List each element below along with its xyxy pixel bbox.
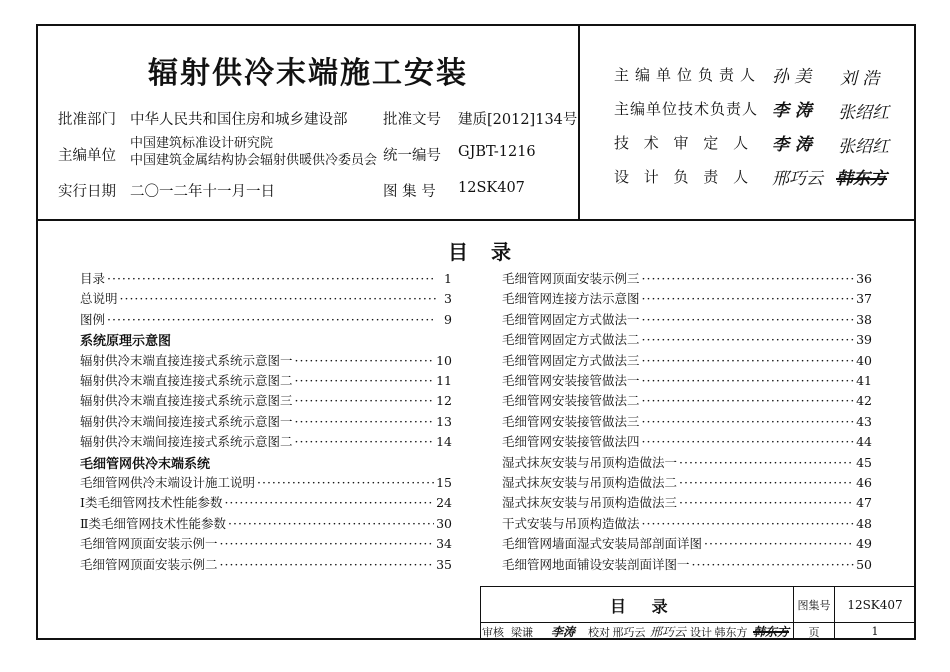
toc-entry-page: 3 xyxy=(444,291,452,307)
toc-leader-dots xyxy=(220,536,435,551)
toc-entry-page: 40 xyxy=(856,352,872,368)
approval-dept: 中华人民共和国住房和城乡建设部 xyxy=(130,112,348,128)
toc-entry-label: 辐射供冷末端直接连接式系统示意图一 xyxy=(80,352,293,368)
toc-entry-page: 47 xyxy=(856,495,872,511)
editor-unit-2: 中国建筑金属结构协会辐射供暖供冷委员会 xyxy=(130,153,378,168)
toc-entry-label: 毛细管网安装接管做法三 xyxy=(502,413,640,429)
toc-entry[interactable] xyxy=(502,493,872,513)
signature-chief-2: 刘 浩 xyxy=(840,69,880,89)
editor-unit-1: 中国建筑标准设计研究院 xyxy=(130,136,274,151)
toc-leader-dots xyxy=(642,414,855,429)
toc-leader-dots xyxy=(679,475,854,490)
toc-entry[interactable] xyxy=(502,391,872,411)
signature-tech-1: 李 涛 xyxy=(772,101,812,121)
approval-doc-label: 批准文号 xyxy=(383,112,441,128)
toc-leader-dots xyxy=(295,393,435,408)
toc-entry[interactable] xyxy=(80,269,452,289)
titleblock-design-label: 设计 xyxy=(690,625,712,639)
toc-entry-page: 50 xyxy=(856,556,872,572)
titleblock-atlas-label: 图集号 xyxy=(797,598,831,612)
toc-entry[interactable] xyxy=(80,412,452,432)
toc-leader-dots xyxy=(107,312,436,327)
toc-section-heading: 系统原理示意图 xyxy=(80,334,172,350)
toc-entry-page: 34 xyxy=(436,536,452,552)
role-tech-review: 技 术 审 定 人 xyxy=(614,134,754,152)
titleblock-check-label: 校对 xyxy=(588,625,610,639)
toc-leader-dots xyxy=(642,332,855,347)
toc-entry-label: 总说明 xyxy=(80,291,118,307)
toc-leader-dots xyxy=(704,536,854,551)
toc-entry-page: 37 xyxy=(856,291,872,307)
toc-entry[interactable] xyxy=(502,289,872,309)
toc-entry-page: 39 xyxy=(856,332,872,348)
toc-leader-dots xyxy=(692,557,855,572)
toc-leader-dots xyxy=(679,455,854,470)
toc-entry[interactable] xyxy=(80,514,452,534)
atlas-no-label: 图 集 号 xyxy=(383,184,436,200)
toc-entry-label: 毛细管网固定方式做法一 xyxy=(502,311,640,327)
toc-entry[interactable] xyxy=(502,371,872,391)
toc-entry-page: 36 xyxy=(856,271,872,286)
toc-leader-dots xyxy=(642,291,855,306)
role-chief-unit: 主编单位负责人 xyxy=(614,66,762,84)
toc-leader-dots xyxy=(224,495,434,510)
toc-entry[interactable] xyxy=(80,391,452,411)
toc-entry-label: Ⅰ类毛细管网技术性能参数 xyxy=(80,495,223,511)
toc-entry[interactable] xyxy=(80,432,452,452)
toc-leader-dots xyxy=(642,434,855,449)
toc-entry[interactable] xyxy=(502,432,872,452)
toc-entry-label: 目录 xyxy=(80,271,106,286)
toc-entry-page: 35 xyxy=(436,556,452,572)
titleblock-check-signature: 邢巧云 xyxy=(649,625,686,639)
toc-leader-dots xyxy=(295,373,435,388)
toc-entry-page: 42 xyxy=(856,393,872,409)
toc-entry[interactable] xyxy=(80,371,452,391)
toc-entry-label: 毛细管网顶面安装示例二 xyxy=(80,556,218,572)
toc-entry-page: 15 xyxy=(436,475,452,490)
toc-entry[interactable] xyxy=(80,351,452,371)
toc-entry[interactable] xyxy=(80,473,452,493)
toc-entry-page: 44 xyxy=(856,434,872,450)
toc-entry-label: 毛细管网顶面安装示例一 xyxy=(80,536,218,552)
toc-entry-page: 45 xyxy=(856,454,872,470)
toc-entry-page: 48 xyxy=(856,515,872,531)
titleblock-review-label: 审核 xyxy=(482,625,504,639)
titleblock-title: 目 录 xyxy=(610,597,678,616)
toc-leader-dots xyxy=(257,475,434,490)
signature-design-1: 邢巧云 xyxy=(772,169,823,189)
titleblock-review-name: 梁谦 xyxy=(511,625,533,639)
editor-unit-label: 主编单位 xyxy=(58,148,116,164)
toc-entry[interactable] xyxy=(502,453,872,473)
toc-entry-page: 10 xyxy=(436,352,452,368)
toc-leader-dots xyxy=(642,373,855,388)
signature-design-2: 韩东方 xyxy=(836,169,887,189)
toc-entry[interactable] xyxy=(502,269,872,289)
toc-entry-page: 14 xyxy=(436,434,452,450)
toc-leader-dots xyxy=(642,271,855,286)
toc-entry[interactable] xyxy=(80,534,452,554)
titleblock-page-label: 页 xyxy=(808,625,820,639)
toc-entry[interactable] xyxy=(502,412,872,432)
toc-entry-page: 41 xyxy=(856,373,872,388)
toc-entry-label: 毛细管网供冷末端设计施工说明 xyxy=(80,475,256,490)
role-design-lead: 设 计 负 责 人 xyxy=(614,168,754,186)
toc-entry-label: 辐射供冷末端直接连接式系统示意图二 xyxy=(80,373,293,388)
toc-entry-label: 湿式抹灰安装与吊顶构造做法三 xyxy=(502,495,678,511)
header-divider xyxy=(36,219,916,221)
effective-date: 二〇一二年十一月一日 xyxy=(130,184,275,200)
toc-entry-label: 湿式抹灰安装与吊顶构造做法二 xyxy=(502,475,678,490)
toc-entry[interactable] xyxy=(502,351,872,371)
unified-no: GJBT-1216 xyxy=(458,144,536,160)
toc-entry-label: 辐射供冷末端直接连接式系统示意图三 xyxy=(80,393,293,409)
toc-leader-dots xyxy=(679,495,854,510)
toc-leader-dots xyxy=(642,312,855,327)
toc-entry-page: 46 xyxy=(856,475,872,490)
toc-leader-dots xyxy=(642,393,855,408)
toc-entry-page: 24 xyxy=(436,495,452,511)
toc-entry-page: 49 xyxy=(856,536,872,552)
toc-entry[interactable] xyxy=(502,534,872,554)
signature-chief-1: 孙 美 xyxy=(772,67,812,87)
toc-entry-label: 辐射供冷末端间接连接式系统示意图二 xyxy=(80,434,293,450)
titleblock-review-signature: 李涛 xyxy=(550,625,575,639)
toc-leader-dots xyxy=(642,516,855,531)
toc-entry[interactable] xyxy=(80,493,452,513)
toc-entry[interactable] xyxy=(502,330,872,350)
toc-leader-dots xyxy=(220,557,435,572)
toc-entry-label: 毛细管网安装接管做法一 xyxy=(502,373,640,388)
toc-section-heading: 毛细管网供冷末端系统 xyxy=(80,456,211,472)
toc-leader-dots xyxy=(228,516,434,531)
toc-leader-dots xyxy=(642,353,855,368)
toc-leader-dots xyxy=(107,271,436,286)
unified-no-label: 统一编号 xyxy=(383,148,441,164)
atlas-title: 辐射供冷末端施工安装 xyxy=(148,56,468,91)
toc-entry-label: 毛细管网固定方式做法二 xyxy=(502,332,640,348)
toc-entry-label: 毛细管网地面铺设安装剖面详图一 xyxy=(502,556,690,572)
toc-entry[interactable] xyxy=(502,514,872,534)
titleblock-page-no: 1 xyxy=(871,625,879,638)
toc-entry-page: 30 xyxy=(436,515,452,531)
toc-entry[interactable] xyxy=(502,473,872,493)
effective-date-label: 实行日期 xyxy=(58,184,116,200)
toc-leader-dots xyxy=(295,434,435,449)
atlas-no: 12SK407 xyxy=(458,180,525,196)
toc-entry[interactable] xyxy=(502,310,872,330)
toc-entry-label: 图例 xyxy=(80,311,106,327)
toc-entry[interactable] xyxy=(502,555,872,575)
approval-doc: 建质[2012]134号 xyxy=(458,112,578,128)
toc-entry-page: 1 xyxy=(444,271,452,286)
toc-entry-page: 43 xyxy=(856,413,872,429)
signature-tech-2: 张绍红 xyxy=(838,103,889,123)
approval-dept-label: 批准部门 xyxy=(58,112,116,128)
toc-entry-label: 毛细管网顶面安装示例三 xyxy=(502,271,640,286)
toc-entry-page: 13 xyxy=(436,413,452,429)
toc-entry-label: 毛细管网安装接管做法四 xyxy=(502,434,640,450)
toc-entry-label: 毛细管网连接方法示意图 xyxy=(502,291,640,307)
toc-entry-label: 毛细管网墙面湿式安装局部剖面详图 xyxy=(502,536,703,552)
titleblock-design-name: 韩东方 xyxy=(714,625,748,639)
toc-entry-page: 38 xyxy=(856,311,872,327)
toc-entry-page: 11 xyxy=(436,373,452,388)
toc-entry[interactable] xyxy=(80,310,452,330)
toc-leader-dots xyxy=(295,353,435,368)
toc-entry-label: Ⅱ类毛细管网技术性能参数 xyxy=(80,515,226,531)
signature-review-2: 张绍红 xyxy=(838,137,889,157)
titleblock-atlas-no: 12SK407 xyxy=(847,597,903,612)
toc-leader-dots xyxy=(120,291,436,306)
toc-entry-label: 湿式抹灰安装与吊顶构造做法一 xyxy=(502,454,678,470)
toc-entry-label: 毛细管网安装接管做法二 xyxy=(502,393,640,409)
titleblock-check-name: 邢巧云 xyxy=(612,625,646,639)
toc-entry-label: 毛细管网固定方式做法三 xyxy=(502,352,640,368)
toc-entry-label: 辐射供冷末端间接连接式系统示意图一 xyxy=(80,413,293,429)
toc-title: 目 录 xyxy=(448,240,519,264)
role-tech-chief: 主编单位技术负责人 xyxy=(614,100,759,118)
toc-entry-page: 12 xyxy=(436,393,452,409)
toc-entry-page: 9 xyxy=(444,311,452,327)
titleblock-design-signature: 韩东方 xyxy=(752,625,789,639)
toc-entry[interactable] xyxy=(80,289,452,309)
signature-divider xyxy=(578,24,580,220)
toc-leader-dots xyxy=(295,414,435,429)
toc-entry[interactable] xyxy=(80,555,452,575)
signature-review-1: 李 涛 xyxy=(772,135,812,155)
toc-entry-label: 干式安装与吊顶构造做法 xyxy=(502,515,640,531)
